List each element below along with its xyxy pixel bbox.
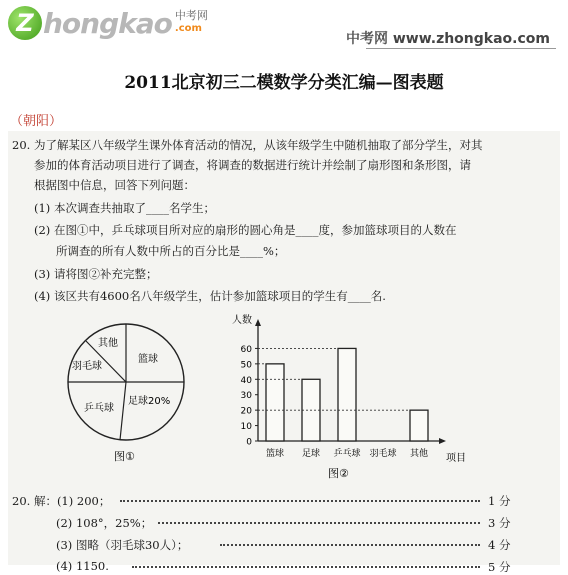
bar-caption: 图② xyxy=(328,467,349,480)
x-tick-label: 其他 xyxy=(409,449,429,459)
bar-0 xyxy=(266,364,284,441)
pie-figure xyxy=(62,318,192,468)
district-label: （朝阳） xyxy=(10,114,63,129)
pie-label: 乒乓球 xyxy=(84,403,114,414)
answer-score: 4 分 xyxy=(488,538,511,552)
dot-leader xyxy=(132,566,480,568)
answer-line: (4) 1150. xyxy=(56,559,109,573)
x-tick-label: 足球 xyxy=(301,449,321,459)
y-axis-arrow xyxy=(255,319,261,326)
zhongkao-logo[interactable] xyxy=(8,6,208,40)
logo-com: .com xyxy=(174,22,202,34)
answer-score: 1 分 xyxy=(488,494,511,508)
answer-line: (2) 108°，25%； xyxy=(56,516,153,530)
answer-score: 3 分 xyxy=(488,516,511,530)
pie-label: 足球20% xyxy=(128,396,171,407)
question-line: (3) 请将图②补充完整； xyxy=(34,267,158,281)
scanned-question xyxy=(8,131,560,574)
x-axis-label: 项目 xyxy=(446,453,466,464)
x-tick-label: 篮球 xyxy=(265,449,285,459)
y-tick-label: 60 xyxy=(240,344,252,355)
site-url: www.zhongkao.com xyxy=(392,31,550,47)
question-line: (1) 本次调查共抽取了____名学生； xyxy=(34,201,215,215)
y-tick-label: 10 xyxy=(240,422,252,433)
question-line: 20. 为了解某区八年级学生课外体育活动的情况，从该年级学生中随机抽取了部分学生，对其 xyxy=(12,138,483,152)
question-line: 所调查的所有人数中所占的百分比是____%； xyxy=(56,244,286,258)
dot-leader xyxy=(120,500,480,502)
bar-2 xyxy=(338,348,356,441)
y-tick-label: 0 xyxy=(246,437,252,448)
y-axis-label: 人数 xyxy=(232,315,252,326)
question-line: (4) 该区共有4600名八年级学生，估计参加篮球项目的学生有____名. xyxy=(34,289,386,303)
bar-4 xyxy=(410,410,428,441)
site-link[interactable] xyxy=(346,28,550,48)
y-tick-label: 20 xyxy=(240,406,252,417)
header-divider xyxy=(366,48,556,49)
x-tick-label: 乒乓球 xyxy=(333,449,361,459)
site-cn: 中考网 xyxy=(345,31,388,47)
logo-side xyxy=(175,7,208,34)
logo-cn: 中考网 xyxy=(174,8,208,22)
x-tick-label: 羽毛球 xyxy=(369,449,397,459)
question-line: (2) 在图①中，乒乓球项目所对应的扇形的圆心角是____度，参加篮球项目的人数在 xyxy=(34,223,457,237)
y-tick-label: 30 xyxy=(240,391,252,402)
answer-line: (3) 图略（羽毛球30人）； xyxy=(56,538,189,552)
logo-wordmark: hongkao xyxy=(43,6,172,40)
dot-leader xyxy=(220,544,480,546)
bar-chart xyxy=(220,311,470,483)
logo-z-badge: Z xyxy=(8,6,42,40)
question-line: 根据图中信息，回答下列问题： xyxy=(34,178,195,192)
document-title: 2011北京初三二模数学分类汇编—图表题 xyxy=(124,73,444,93)
pie-label: 其他 xyxy=(98,338,118,349)
question-line: 参加的体育活动项目进行了调查，将调查的数据进行统计并绘制了扇形图和条形图，请 xyxy=(34,158,471,172)
pie-caption: 图① xyxy=(114,450,135,463)
pie-label: 篮球 xyxy=(138,354,158,365)
pie-divider xyxy=(120,382,126,440)
y-tick-label: 50 xyxy=(240,360,252,371)
answer-score: 5 分 xyxy=(488,560,511,574)
y-tick-label: 40 xyxy=(240,375,252,386)
x-axis-arrow xyxy=(439,438,446,444)
answer-line: 20. 解：(1) 200； xyxy=(12,494,111,508)
site-header xyxy=(0,0,568,50)
pie-label: 羽毛球 xyxy=(72,361,102,372)
dot-leader xyxy=(158,522,480,524)
